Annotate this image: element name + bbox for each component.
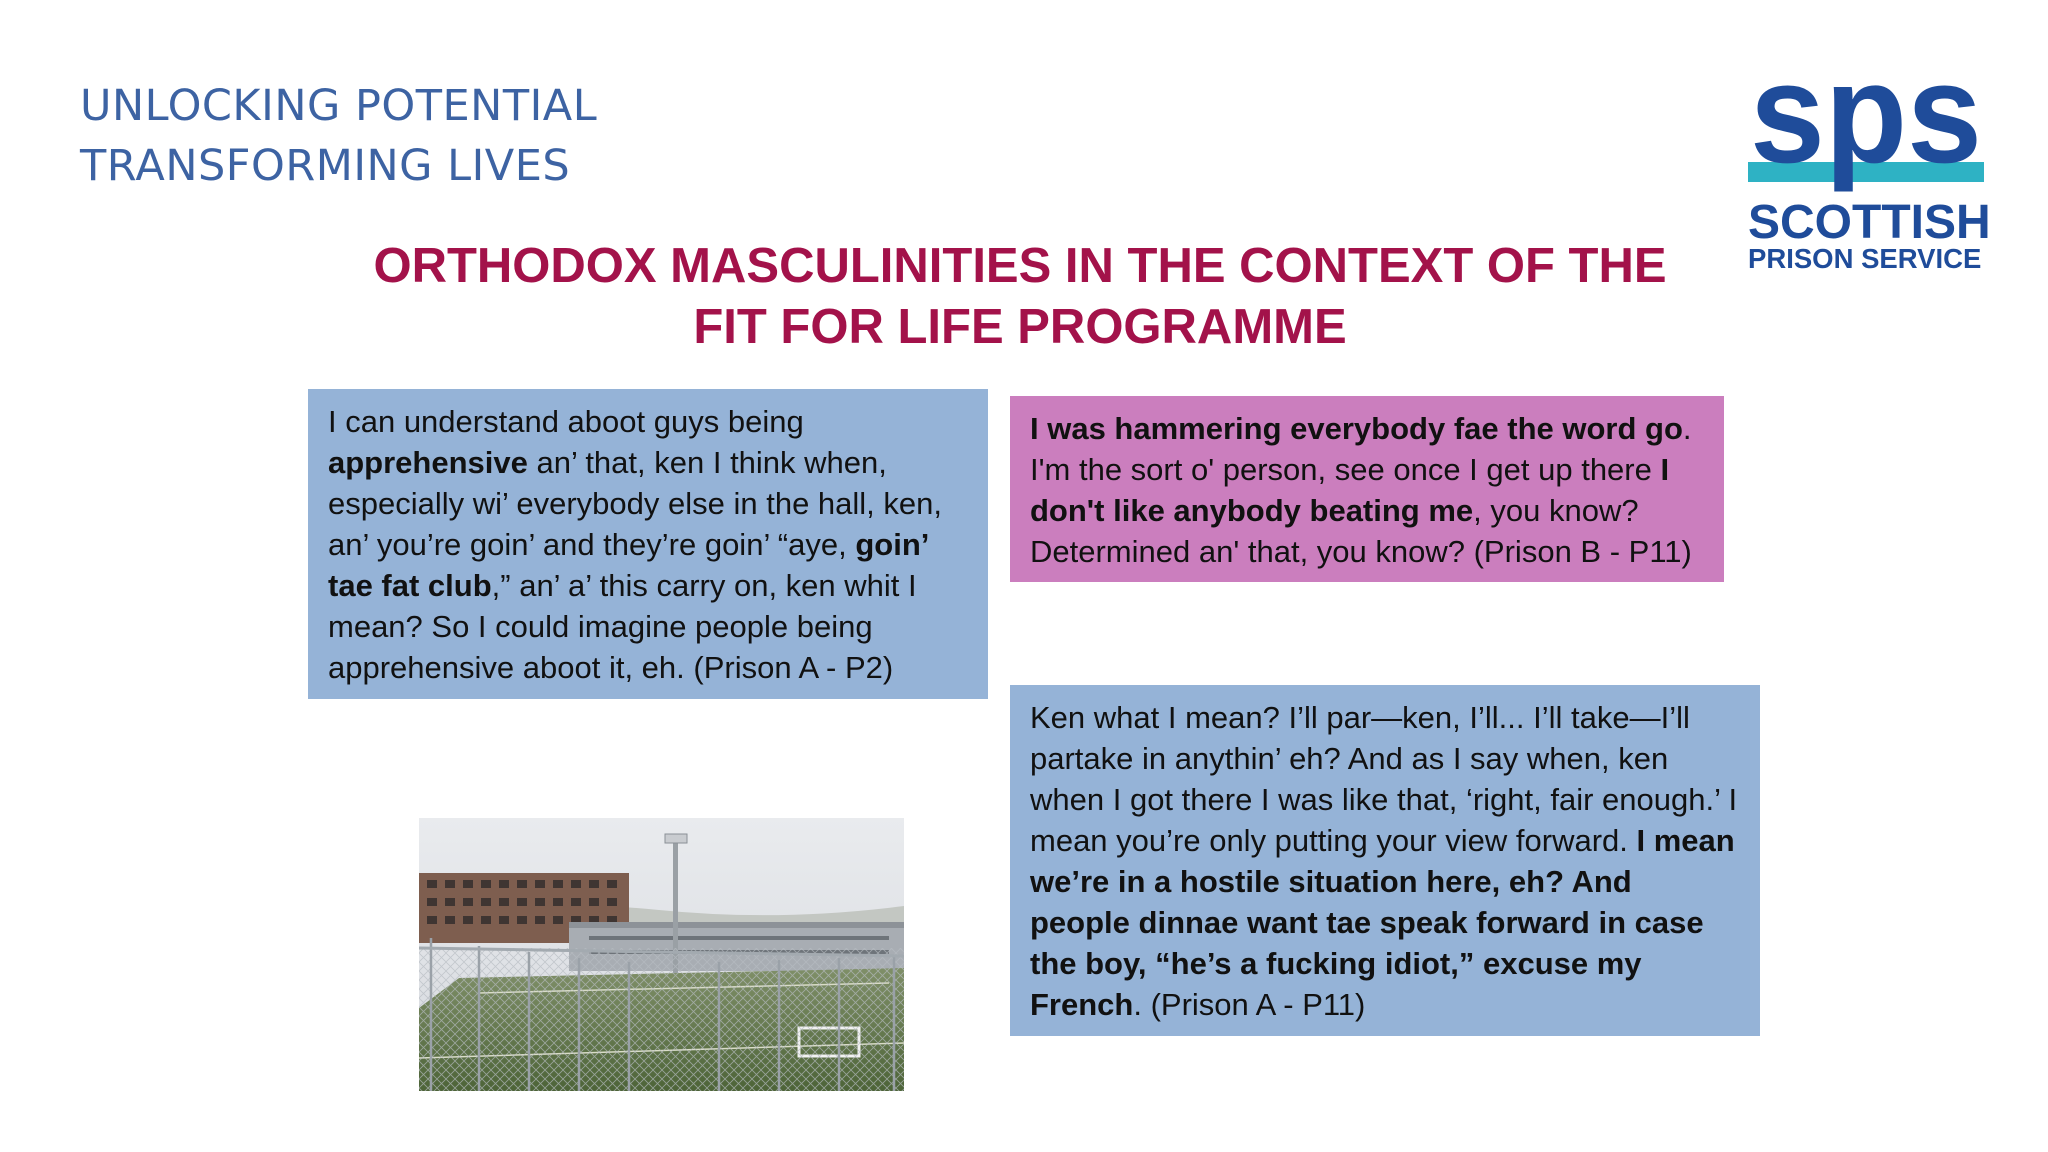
quote-emphasis: I was hammering everybody fae the word go [1030,411,1683,446]
slide-title-line-1: ORTHODOX MASCULINITIES IN THE CONTEXT OF THE [373,239,1667,293]
logo-scottish: SCOTTISH [1748,196,1991,249]
quote-text: , you know? Determined an' that, you know? (Prison B - P11) [1030,493,1692,569]
slide-title [310,236,1730,358]
tagline-line-2: TRANSFORMING LIVES [80,141,571,191]
sps-letters: sps [1750,80,1982,193]
quote-emphasis: I don't like anybody beating me [1030,452,1670,528]
slide-title-line-2: FIT FOR LIFE PROGRAMME [693,300,1347,354]
quote-emphasis: apprehensive [328,445,528,480]
logo-prison-service: PRISON SERVICE [1748,243,1982,274]
prison-yard-photo [419,818,904,1091]
sps-logo-mark [1748,80,1984,198]
quote-text: . (Prison A - P11) [1133,987,1366,1022]
tagline-line-1: UNLOCKING POTENTIAL [80,81,598,131]
quote-text: an’ that, ken I think when, especially wi’ everybody else in the hall, ken, an’ you’re goin’ and they’re goin’ “aye, [328,445,943,562]
quote-text: ,” an’ a’ this carry on, ken whit I mean? So I could imagine people being apprehensive aboot it, eh. (Prison A - P2) [328,568,917,685]
tagline [80,76,597,196]
sps-logo [1748,80,1991,280]
quote-text: Ken what I mean? I’ll par—ken, I’ll... I’ll take—I’ll partake in anythin’ eh? And as I say when, ken when I got there I was like that, ‘right, fair enough.’ I mean you’re only putting your view forward. [1030,700,1738,858]
quote-box-1 [308,389,988,699]
quote-text: . I'm the sort o' person, see once I get up there [1030,411,1692,487]
quote-box-2 [1010,396,1724,582]
quote-text: I can understand aboot guys being [328,404,804,439]
quote-emphasis: I mean we’re in a hostile situation here, eh? And people dinnae want tae speak forward in case the boy, “he’s a fucking idiot,” excuse my French [1030,823,1735,1022]
quote-emphasis: goin’ tae fat club [328,527,928,603]
quote-box-3 [1010,685,1760,1036]
